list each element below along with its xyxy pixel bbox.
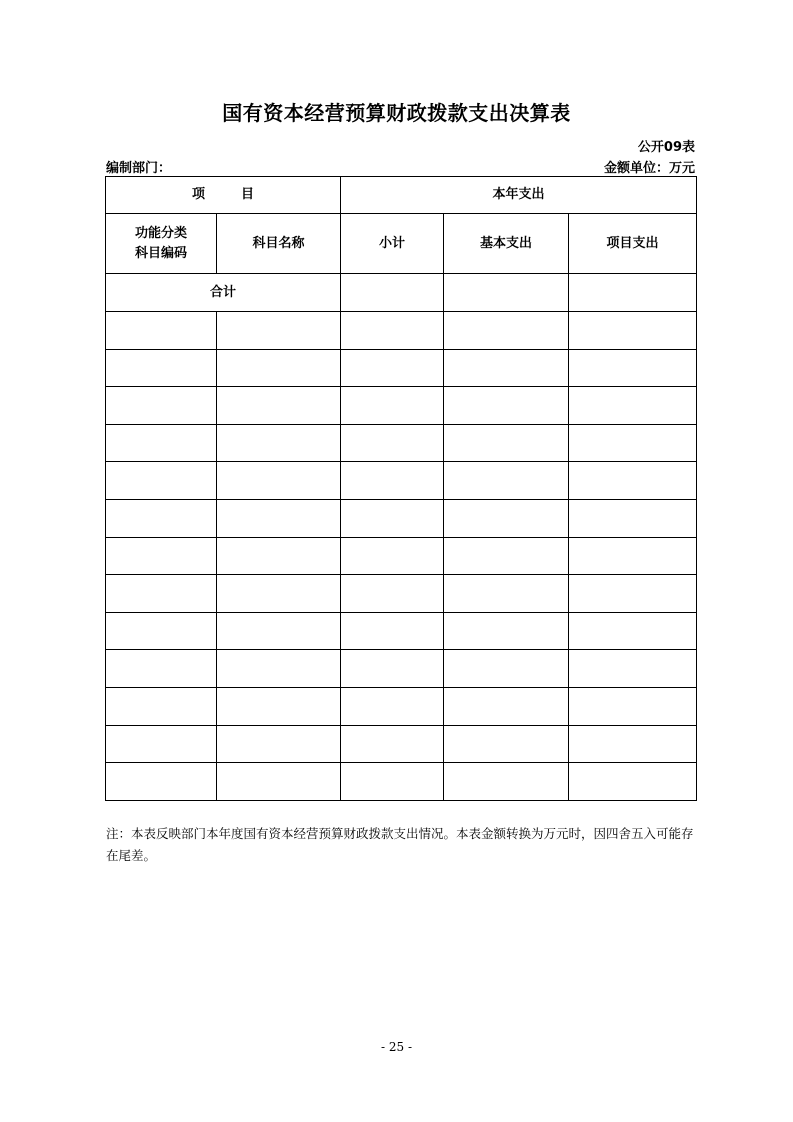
- table-cell: [106, 499, 217, 537]
- col-project-header: 项目支出: [569, 214, 697, 274]
- table-cell: [217, 349, 341, 387]
- table-cell: [106, 537, 217, 575]
- header-current-year: 本年支出: [341, 177, 697, 214]
- table-cell: [341, 462, 444, 500]
- table-cell: [444, 387, 569, 425]
- table-row: [106, 575, 697, 613]
- table-cell: [106, 687, 217, 725]
- table-cell: [444, 763, 569, 801]
- amount-unit-label: 金额单位：万元: [603, 161, 695, 176]
- table-cell: [341, 612, 444, 650]
- table-cell: [217, 763, 341, 801]
- header-row-1: [106, 177, 697, 214]
- table-cell: [341, 499, 444, 537]
- table-cell: [106, 612, 217, 650]
- table-cell: [444, 612, 569, 650]
- table-cell: [444, 725, 569, 763]
- total-subtotal-cell: [341, 274, 444, 312]
- table-cell: [341, 349, 444, 387]
- table-cell: [569, 499, 697, 537]
- table-cell: [217, 424, 341, 462]
- col-code-header: [106, 214, 217, 274]
- table-cell: [341, 387, 444, 425]
- table-cell: [217, 462, 341, 500]
- col-name-header: 科目名称: [217, 214, 341, 274]
- table-row: [106, 763, 697, 801]
- table-cell: [341, 424, 444, 462]
- col-subtotal-header: 小计: [341, 214, 444, 274]
- table-cell: [341, 537, 444, 575]
- table-cell: [569, 462, 697, 500]
- col-code-line2: 科目编码: [134, 245, 187, 261]
- header-row-2: [106, 214, 697, 274]
- table-cell: [569, 537, 697, 575]
- table-row: [106, 462, 697, 500]
- table-cell: [569, 612, 697, 650]
- table-cell: [217, 650, 341, 688]
- table-cell: [217, 387, 341, 425]
- table-cell: [106, 763, 217, 801]
- table-row: [106, 537, 697, 575]
- table-cell: [106, 462, 217, 500]
- header-item-cell: [106, 177, 341, 214]
- table-cell: [444, 687, 569, 725]
- table-cell: [106, 349, 217, 387]
- table-cell: [341, 650, 444, 688]
- table-cell: [569, 725, 697, 763]
- expenditure-table: [105, 176, 697, 801]
- table-cell: [569, 575, 697, 613]
- table-cell: [444, 499, 569, 537]
- department-label: 编制部门：: [106, 161, 172, 176]
- header-item-right: 目: [241, 187, 255, 202]
- table-cell: [569, 387, 697, 425]
- table-cell: [106, 387, 217, 425]
- table-cell: [217, 725, 341, 763]
- table-cell: [106, 650, 217, 688]
- header-item-left: 项: [191, 187, 205, 202]
- total-basic-cell: [444, 274, 569, 312]
- total-row: [106, 274, 697, 312]
- table-cell: [569, 349, 697, 387]
- col-code-line1: 功能分类: [134, 225, 187, 241]
- table-cell: [217, 612, 341, 650]
- table-cell: [444, 462, 569, 500]
- table-cell: [341, 763, 444, 801]
- table-cell: [569, 650, 697, 688]
- table-cell: [569, 763, 697, 801]
- table-cell: [217, 499, 341, 537]
- table-cell: [106, 424, 217, 462]
- table-row: [106, 687, 697, 725]
- table-cell: [444, 537, 569, 575]
- col-basic-header: 基本支出: [444, 214, 569, 274]
- table-row: [106, 499, 697, 537]
- table-cell: [569, 424, 697, 462]
- table-row: [106, 387, 697, 425]
- table-row: [106, 725, 697, 763]
- table-row: [106, 612, 697, 650]
- table-cell: [217, 312, 341, 350]
- table-row: [106, 349, 697, 387]
- table-cell: [444, 424, 569, 462]
- table-cell: [106, 575, 217, 613]
- table-cell: [341, 725, 444, 763]
- table-cell: [217, 537, 341, 575]
- table-cell: [444, 312, 569, 350]
- form-number: 公开09表: [637, 140, 695, 155]
- page-number: - 25 -: [380, 1040, 412, 1054]
- table-row: [106, 424, 697, 462]
- table-cell: [341, 687, 444, 725]
- table-cell: [217, 687, 341, 725]
- table-cell: [569, 687, 697, 725]
- total-project-cell: [569, 274, 697, 312]
- table-cell: [217, 575, 341, 613]
- total-label: 合计: [106, 274, 341, 312]
- footnote: 注：本表反映部门本年度国有资本经营预算财政拨款支出情况。本表金额转换为万元时，因四舍五入可能存在尾差。: [106, 826, 694, 863]
- table-row: [106, 312, 697, 350]
- page-title: 国有资本经营预算财政拨款支出决算表: [222, 101, 571, 125]
- table-cell: [341, 312, 444, 350]
- table-cell: [569, 312, 697, 350]
- table-cell: [341, 575, 444, 613]
- table-row: [106, 650, 697, 688]
- table-cell: [444, 650, 569, 688]
- table-cell: [106, 312, 217, 350]
- table-cell: [444, 575, 569, 613]
- table-cell: [444, 349, 569, 387]
- table-cell: [106, 725, 217, 763]
